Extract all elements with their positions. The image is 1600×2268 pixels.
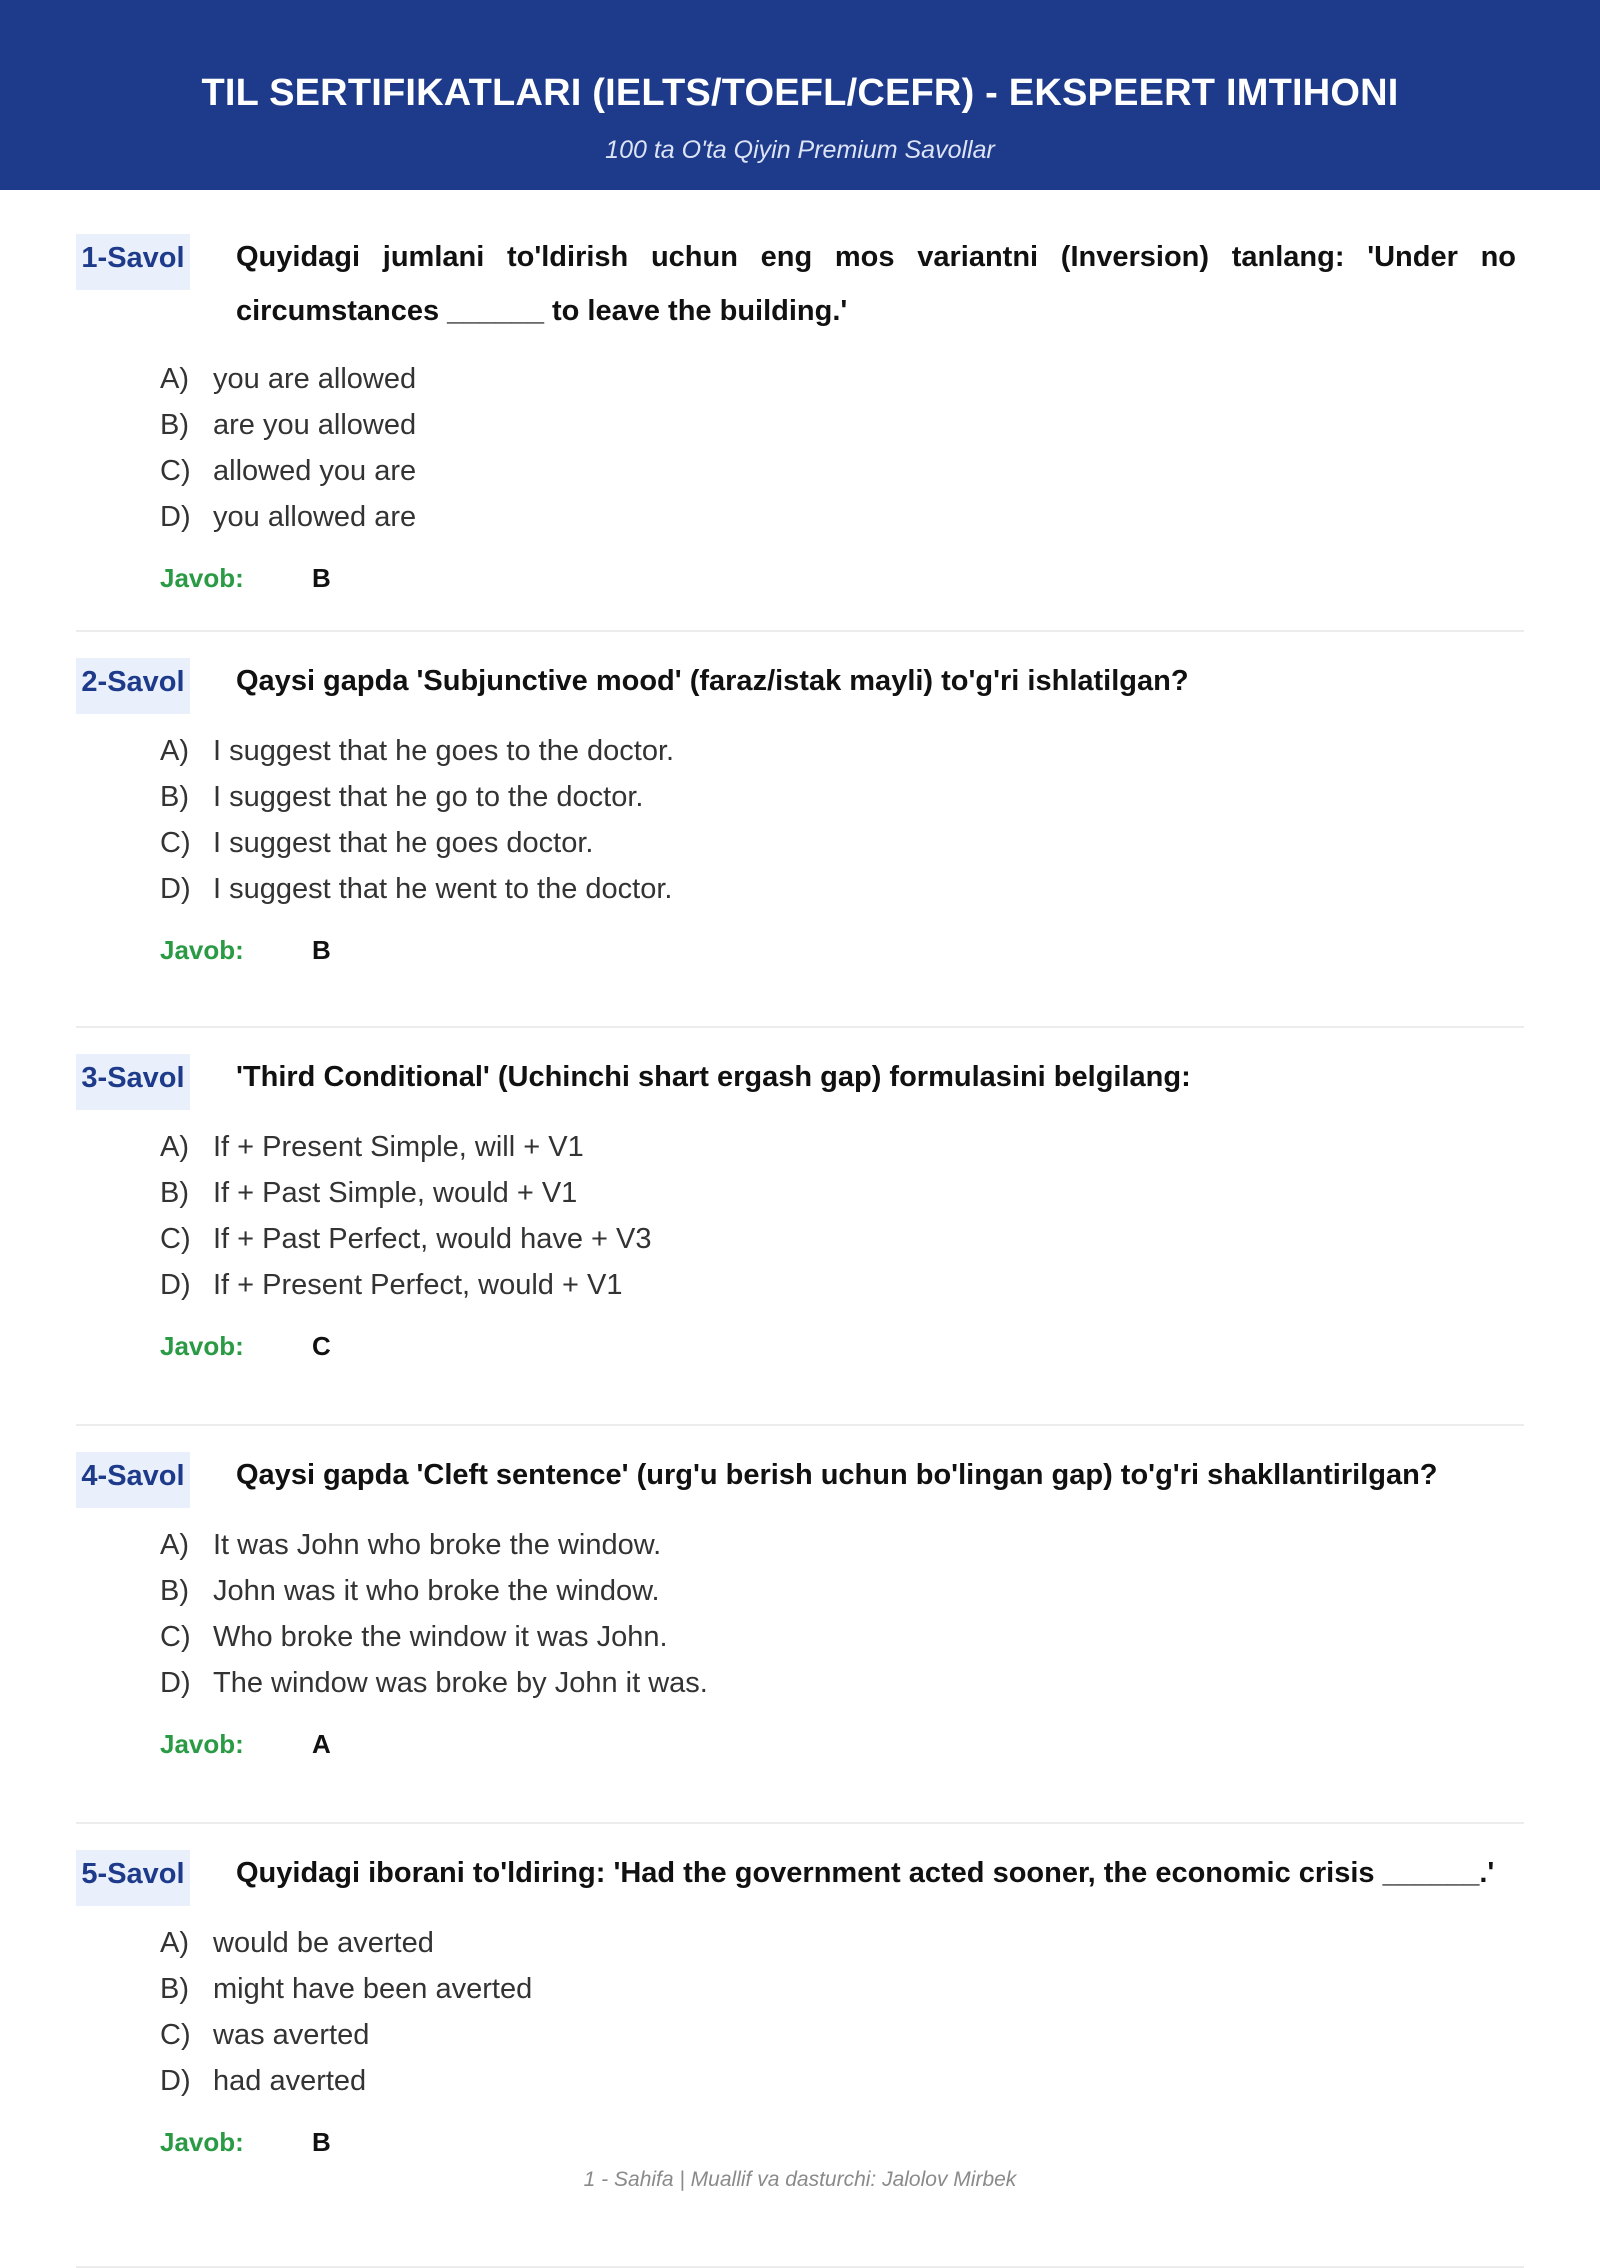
option-a — [160, 1920, 1524, 1966]
question-number-badge: 2-Savol — [76, 658, 190, 714]
question-number-badge: 4-Savol — [76, 1452, 190, 1508]
option-letter: C) — [160, 1621, 191, 1653]
option-a — [160, 1124, 1524, 1170]
option-d — [160, 2058, 1524, 2104]
option-text: If + Present Simple, will + V1 — [213, 1131, 584, 1163]
option-text: John was it who broke the window. — [213, 1575, 660, 1607]
question-text: Quyidagi iborani to'ldiring: 'Had the government acted sooner, the economic crisis ______.' — [236, 1857, 1495, 1889]
option-b — [160, 1568, 1524, 1614]
option-text: I suggest that he goes doctor. — [213, 827, 594, 859]
option-text: might have been averted — [213, 1973, 533, 2005]
answer-value: A — [312, 1729, 331, 1759]
option-letter: C) — [160, 827, 191, 859]
question-3 — [76, 1050, 1524, 1426]
option-letter: A) — [160, 1927, 189, 1959]
option-letter: B) — [160, 781, 189, 813]
option-text: you allowed are — [213, 501, 417, 533]
options-list — [160, 356, 1524, 540]
option-text: you are allowed — [213, 363, 417, 395]
option-c — [160, 2012, 1524, 2058]
answer-row — [160, 2122, 1524, 2162]
question-1 — [76, 230, 1524, 632]
option-text: If + Present Perfect, would + V1 — [213, 1269, 623, 1301]
question-number-badge: 3-Savol — [76, 1054, 190, 1110]
option-letter: C) — [160, 2019, 191, 2051]
option-b — [160, 402, 1524, 448]
answer-row — [160, 930, 1524, 970]
answer-row — [160, 1326, 1524, 1366]
option-c — [160, 1216, 1524, 1262]
option-letter: D) — [160, 501, 191, 533]
option-text: Who broke the window it was John. — [213, 1621, 668, 1653]
option-letter: B) — [160, 1177, 189, 1209]
option-letter: D) — [160, 1667, 191, 1699]
option-d — [160, 1262, 1524, 1308]
option-b — [160, 1170, 1524, 1216]
document-title: TIL SERTIFIKATLARI (IELTS/TOEFL/CEFR) - EKSPEERT IMTIHONI — [201, 72, 1399, 114]
option-a — [160, 1522, 1524, 1568]
option-letter: D) — [160, 2065, 191, 2097]
option-text: I suggest that he went to the doctor. — [213, 873, 673, 905]
answer-label: Javob: — [160, 563, 244, 593]
option-text: are you allowed — [213, 409, 417, 441]
option-letter: C) — [160, 455, 191, 487]
option-text: allowed you are — [213, 455, 417, 487]
option-text: would be averted — [213, 1927, 434, 1959]
option-d — [160, 1660, 1524, 1706]
option-letter: B) — [160, 1973, 189, 2005]
answer-label: Javob: — [160, 1729, 244, 1759]
option-letter: B) — [160, 1575, 189, 1607]
option-letter: A) — [160, 1529, 189, 1561]
option-letter: A) — [160, 1131, 189, 1163]
page-footer: 1 - Sahifa | Muallif va dasturchi: Jalolov Mirbek — [583, 2168, 1017, 2191]
options-list — [160, 1920, 1524, 2104]
option-text: If + Past Simple, would + V1 — [213, 1177, 578, 1209]
answer-value: B — [312, 563, 331, 593]
question-text: 'Third Conditional' (Uchinchi shart ergash gap) formulasini belgilang: — [236, 1061, 1191, 1093]
question-2 — [76, 654, 1524, 1028]
question-text: Quyidagi jumlani to'ldirish uchun eng mos variantni (Inversion) tanlang: 'Under no circumstances ______ to leave the building.' — [236, 241, 1516, 327]
option-d — [160, 866, 1524, 912]
question-number-badge: 1-Savol — [76, 234, 190, 290]
option-d — [160, 494, 1524, 540]
answer-label: Javob: — [160, 1331, 244, 1361]
option-text: I suggest that he go to the doctor. — [213, 781, 644, 813]
answer-row — [160, 558, 1524, 598]
option-b — [160, 1966, 1524, 2012]
options-list — [160, 1522, 1524, 1706]
option-text: I suggest that he goes to the doctor. — [213, 735, 675, 767]
answer-label: Javob: — [160, 935, 244, 965]
page-header — [0, 0, 1600, 190]
answer-label: Javob: — [160, 2127, 244, 2157]
option-c — [160, 1614, 1524, 1660]
option-text: was averted — [213, 2019, 370, 2051]
option-letter: D) — [160, 873, 191, 905]
options-list — [160, 1124, 1524, 1308]
option-c — [160, 448, 1524, 494]
answer-value: B — [312, 2127, 331, 2157]
option-text: had averted — [213, 2065, 367, 2097]
document-subtitle: 100 ta O'ta Qiyin Premium Savollar — [605, 136, 995, 164]
option-a — [160, 728, 1524, 774]
option-letter: C) — [160, 1223, 191, 1255]
option-text: The window was broke by John it was. — [213, 1667, 708, 1699]
answer-row — [160, 1724, 1524, 1764]
option-letter: A) — [160, 735, 189, 767]
option-b — [160, 774, 1524, 820]
option-c — [160, 820, 1524, 866]
options-list — [160, 728, 1524, 912]
answer-value: B — [312, 935, 331, 965]
question-text: Qaysi gapda 'Cleft sentence' (urg'u berish uchun bo'lingan gap) to'g'ri shakllantirilgan? — [236, 1459, 1438, 1491]
option-text: If + Past Perfect, would have + V3 — [213, 1223, 652, 1255]
question-5 — [76, 1846, 1524, 2268]
option-letter: A) — [160, 363, 189, 395]
option-letter: D) — [160, 1269, 191, 1301]
option-a — [160, 356, 1524, 402]
option-letter: B) — [160, 409, 189, 441]
answer-value: C — [312, 1331, 331, 1361]
question-number-badge: 5-Savol — [76, 1850, 190, 1906]
question-text: Qaysi gapda 'Subjunctive mood' (faraz/istak mayli) to'g'ri ishlatilgan? — [236, 665, 1189, 697]
question-4 — [76, 1448, 1524, 1824]
question-list — [76, 230, 1524, 2268]
option-text: It was John who broke the window. — [213, 1529, 662, 1561]
